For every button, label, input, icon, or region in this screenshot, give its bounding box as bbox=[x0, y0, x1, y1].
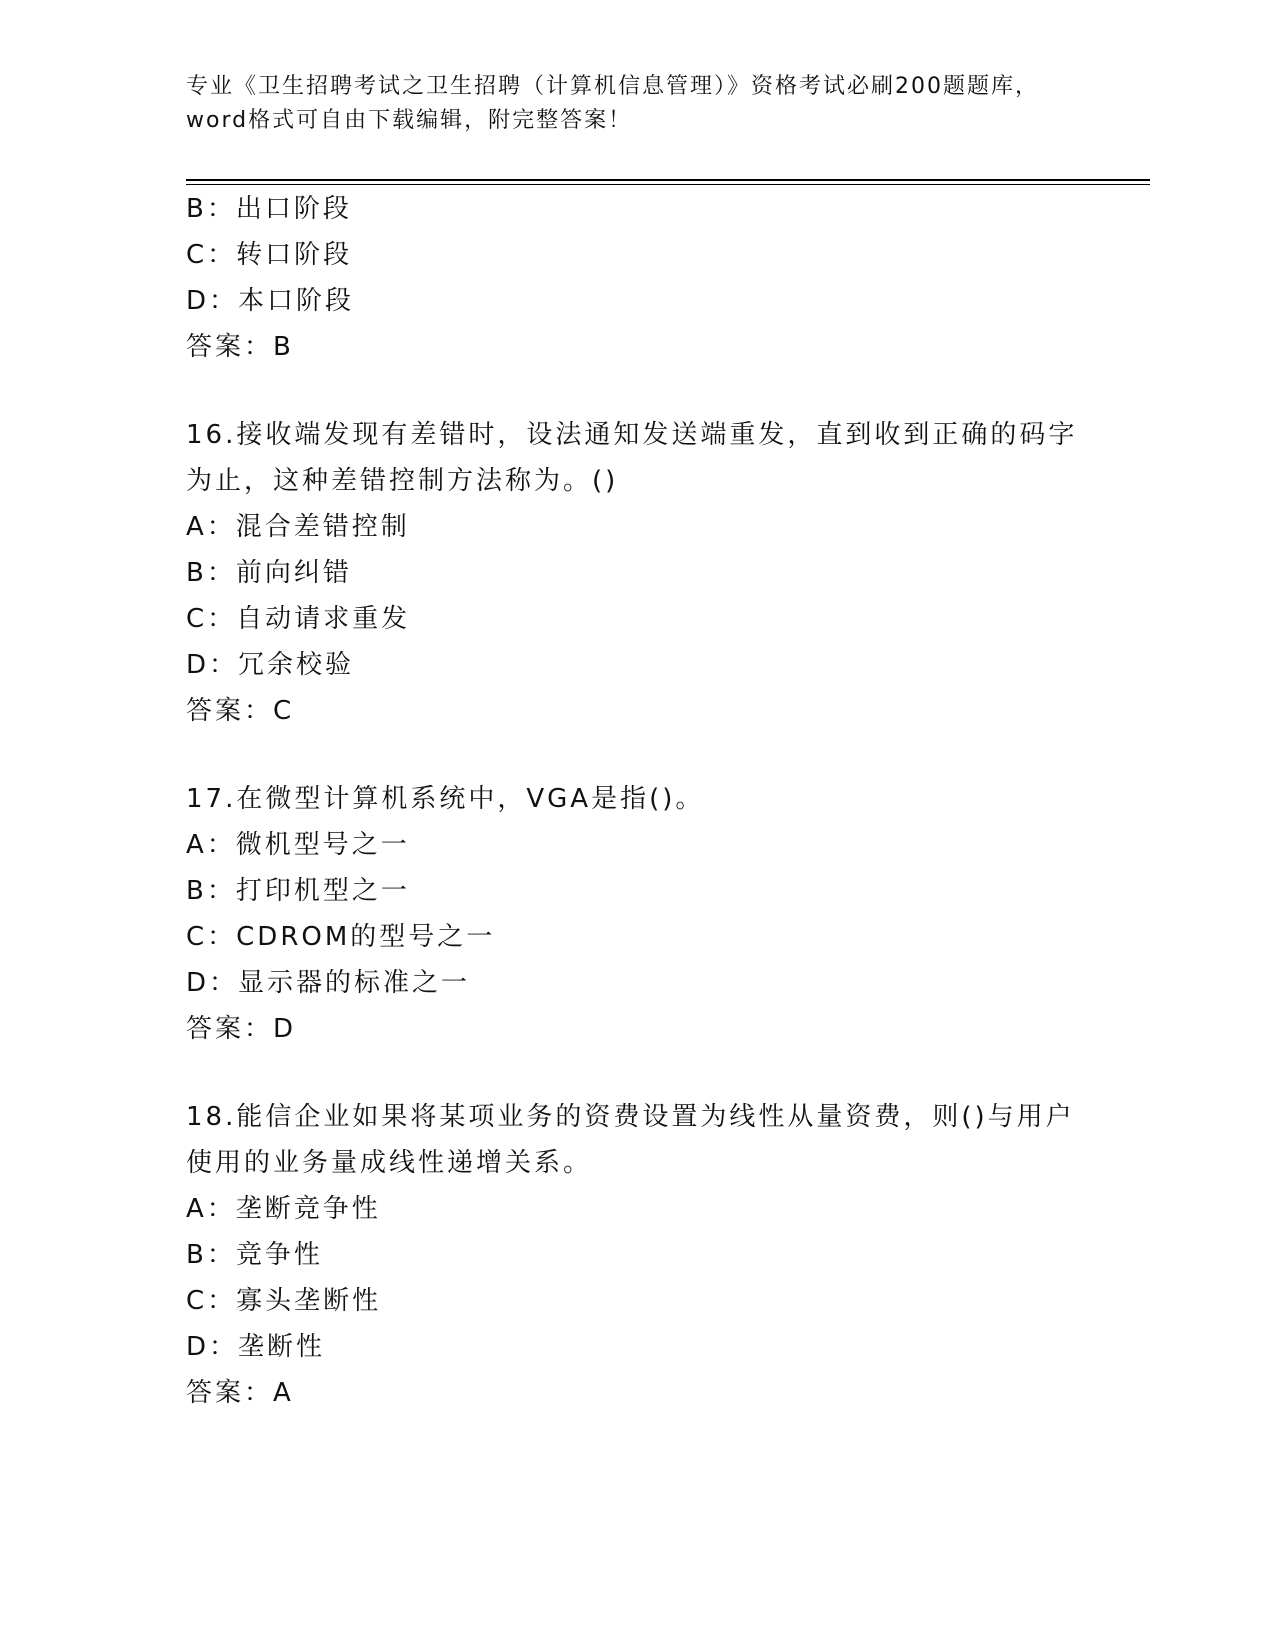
option-item: D：显示器的标准之一 bbox=[186, 968, 471, 998]
option-item: C：CDROM的型号之一 bbox=[186, 922, 496, 952]
option-item: B：出口阶段 bbox=[186, 194, 352, 224]
spacer bbox=[186, 734, 1086, 776]
question-block bbox=[186, 1094, 1086, 1416]
option-item: C：转口阶段 bbox=[186, 240, 353, 270]
header-title-line-2: word格式可自由下载编辑，附完整答案！ bbox=[186, 108, 633, 133]
option-item: A：微机型号之一 bbox=[186, 830, 410, 860]
question-text-line-2: 使用的业务量成线性递增关系。 bbox=[186, 1148, 593, 1178]
question-text-line-1: 17.在微型计算机系统中，VGA是指()。 bbox=[186, 784, 705, 814]
spacer bbox=[186, 1052, 1086, 1094]
option-item: B：竞争性 bbox=[186, 1240, 323, 1270]
question-content bbox=[186, 186, 1086, 1416]
header-title-line-1: 专业《卫生招聘考试之卫生招聘（计算机信息管理）》资格考试必刷200题题库， bbox=[186, 74, 1039, 99]
question-fragment bbox=[186, 186, 1086, 370]
header-divider-thin bbox=[186, 184, 1150, 185]
question-text-line-1: 16.接收端发现有差错时，设法通知发送端重发，直到收到正确的码字 bbox=[186, 420, 1078, 450]
option-item: D：冗余校验 bbox=[186, 650, 355, 680]
option-item: C：寡头垄断性 bbox=[186, 1286, 382, 1316]
question-text-line-1: 18.能信企业如果将某项业务的资费设置为线性从量资费，则()与用户 bbox=[186, 1102, 1075, 1132]
answer-line: 答案：B bbox=[186, 332, 294, 362]
header-divider-thick bbox=[186, 179, 1150, 181]
answer-line: 答案：A bbox=[186, 1378, 294, 1408]
option-item: A：混合差错控制 bbox=[186, 512, 410, 542]
option-item: B：前向纠错 bbox=[186, 558, 352, 588]
spacer bbox=[186, 370, 1086, 412]
option-item: A：垄断竞争性 bbox=[186, 1194, 381, 1224]
question-block bbox=[186, 412, 1086, 734]
answer-line: 答案：C bbox=[186, 696, 295, 726]
option-item: D：本口阶段 bbox=[186, 286, 355, 316]
question-text-line-2: 为止，这种差错控制方法称为。() bbox=[186, 466, 619, 496]
option-item: D：垄断性 bbox=[186, 1332, 326, 1362]
question-block bbox=[186, 776, 1086, 1052]
answer-line: 答案：D bbox=[186, 1014, 297, 1044]
document-header bbox=[186, 70, 1086, 138]
option-item: B：打印机型之一 bbox=[186, 876, 410, 906]
option-item: C：自动请求重发 bbox=[186, 604, 411, 634]
